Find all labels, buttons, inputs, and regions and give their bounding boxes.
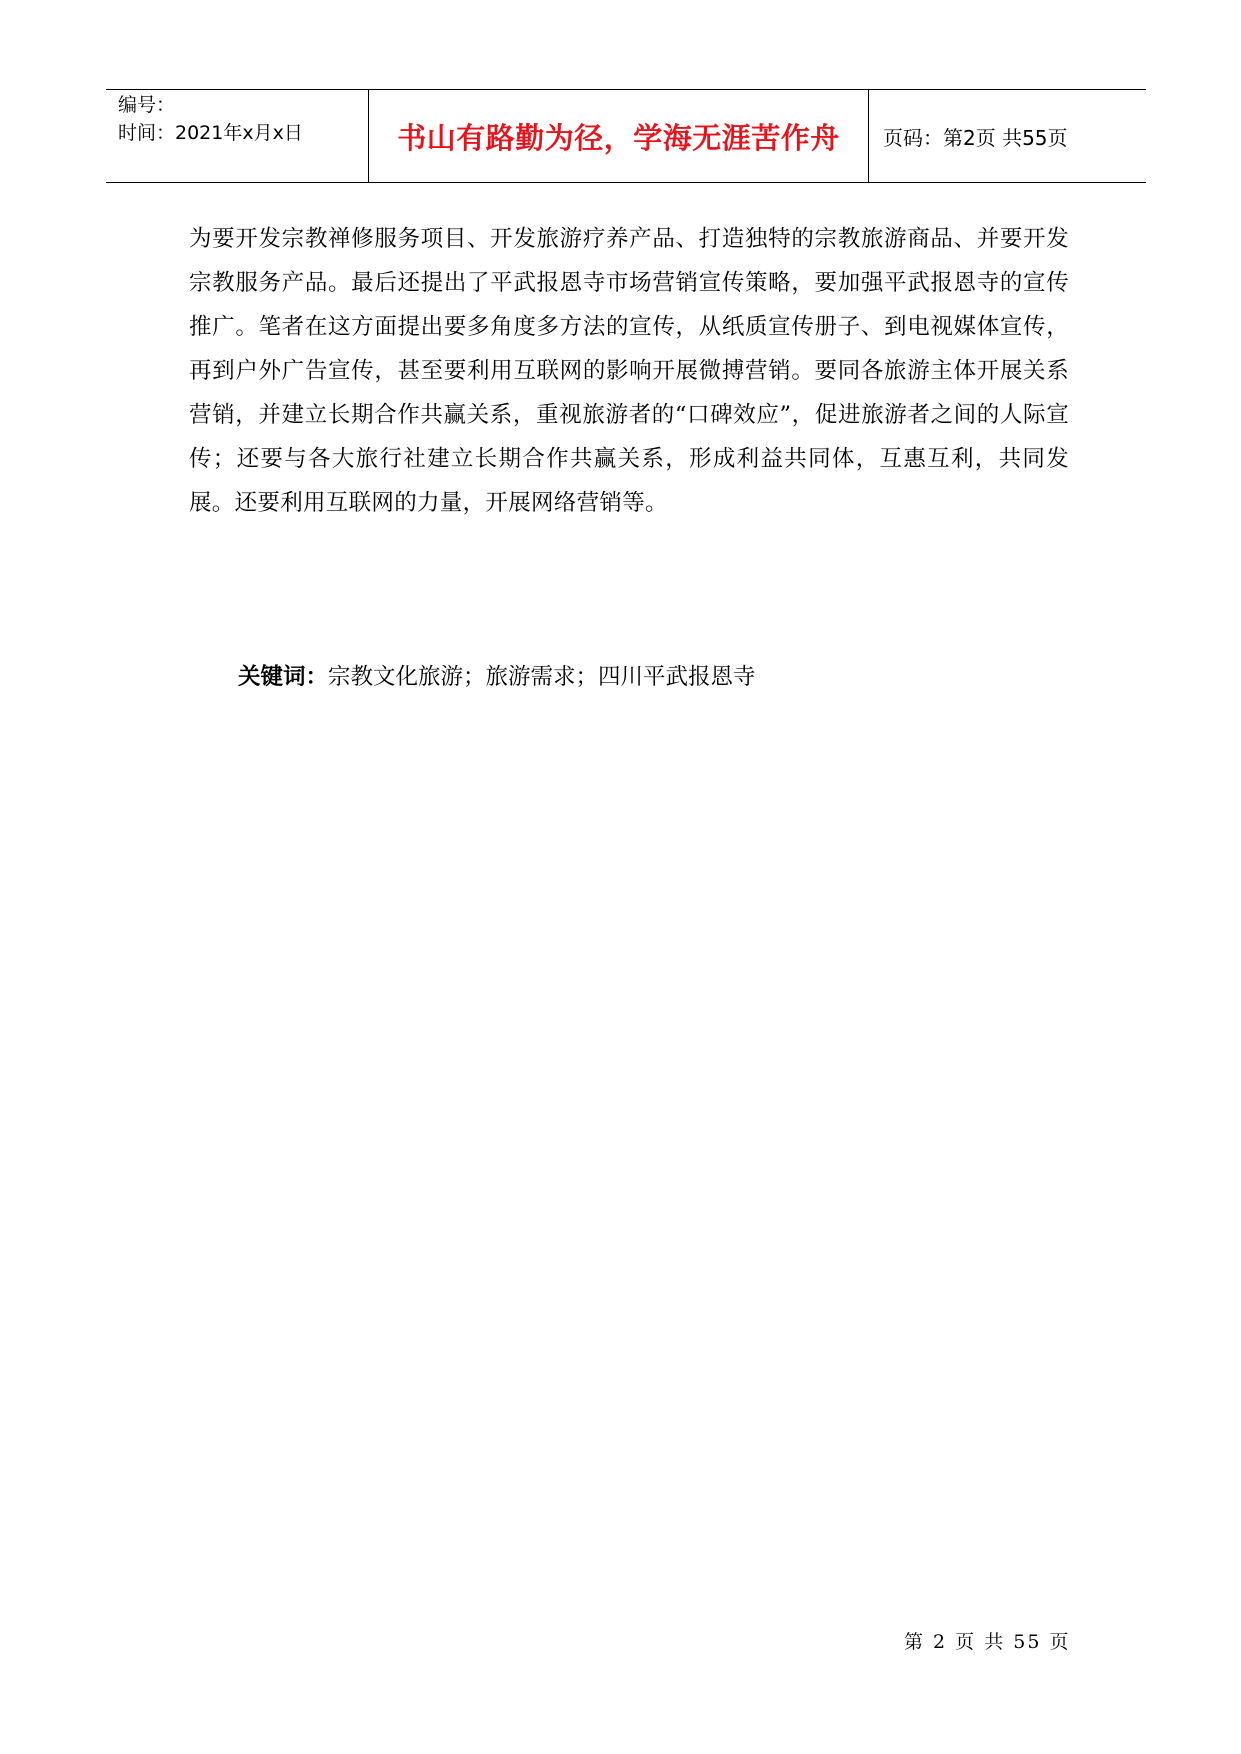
header-motto: 书山有路勤为径，学海无涯苦作舟 <box>369 90 869 182</box>
header-meta <box>106 90 369 182</box>
header-page-info: 页码：第2页 共55页 <box>883 125 1068 150</box>
keywords-value: 宗教文化旅游；旅游需求；四川平武报恩寺 <box>328 664 756 690</box>
date-label: 时间：2021年x月x日 <box>118 122 303 144</box>
page-header <box>106 89 1146 183</box>
keywords-label: 关键词： <box>238 664 329 690</box>
serial-number-label: 编号： <box>118 94 176 116</box>
keywords-line <box>238 655 756 699</box>
page-footer: 第 2 页 共 55 页 <box>904 1631 1071 1653</box>
abstract-paragraph: 为要开发宗教禅修服务项目、开发旅游疗养产品、打造独特的宗教旅游商品、并要开发宗教服务产品。最后还提出了平武报恩寺市场营销宣传策略，要加强平武报恩寺的宣传推广。笔者在这方面提出要多角度多方法的宣传，从纸质宣传册子、到电视媒体宣传，再到户外广告宣传，甚至要利用互联网的影响开展微搏营销。要同各旅游主体开展关系营销，并建立长期合作共赢关系，重视旅游者的“口碑效应”，促进旅游者之间的人际宣传；还要与各大旅行社建立长期合作共赢关系，形成利益共同体，互惠互利，共同发展。还要利用互联网的力量，开展网络营销等。 <box>189 226 1069 516</box>
